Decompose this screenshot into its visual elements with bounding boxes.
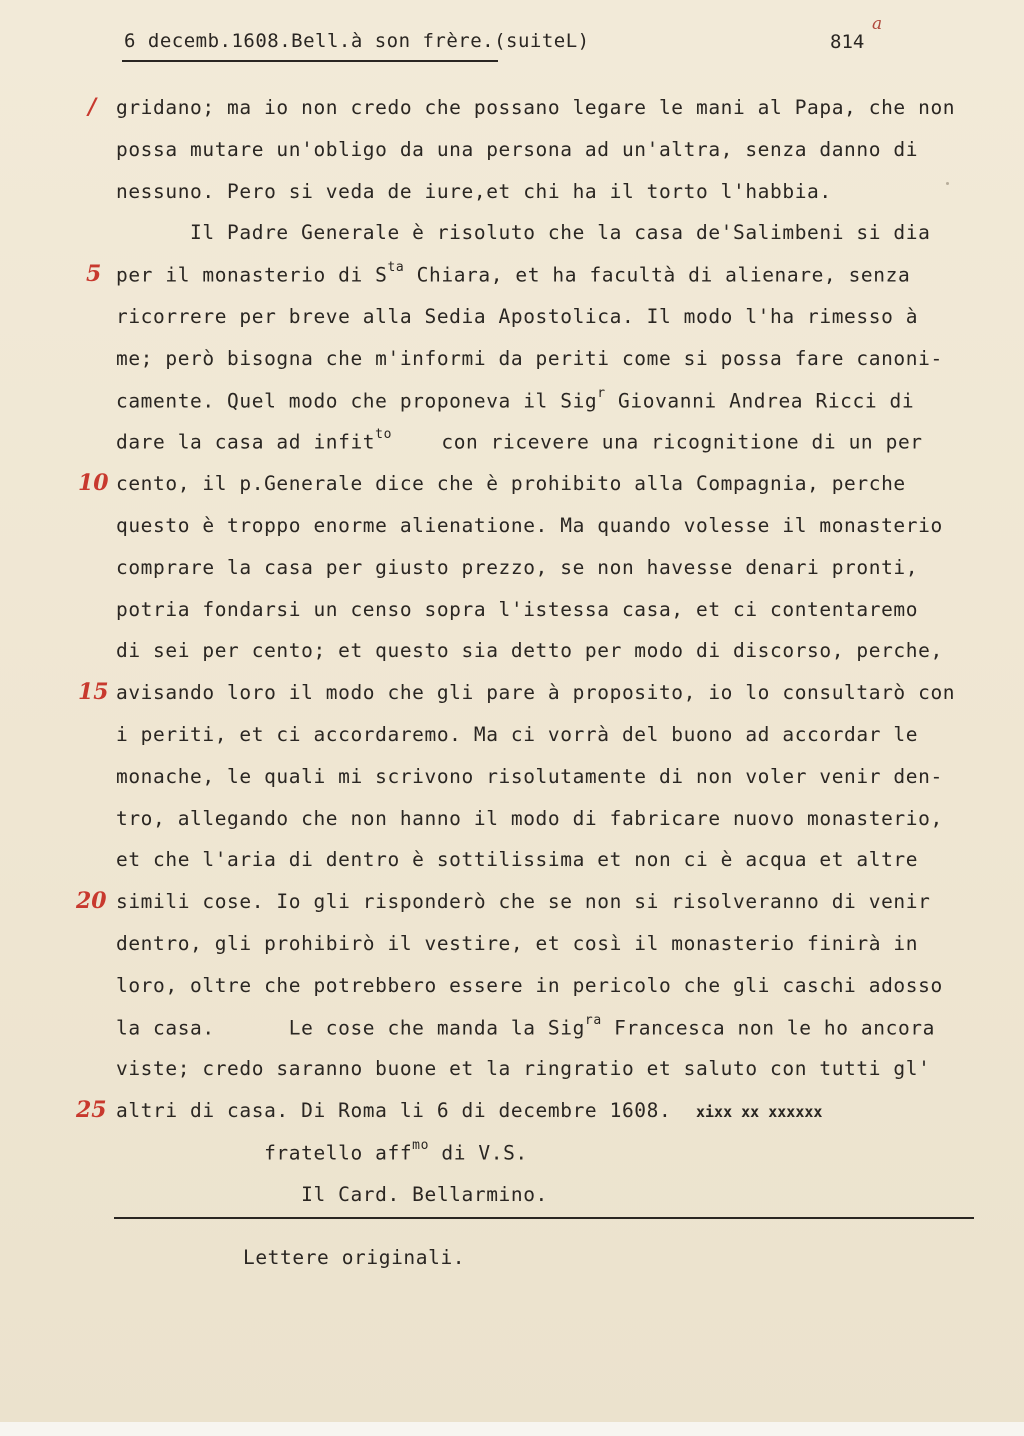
scan-edge bbox=[0, 1422, 1024, 1436]
text-segment: per il monasterio di S bbox=[116, 263, 388, 287]
text-line bbox=[116, 260, 911, 287]
text-segment: ricorrere per breve alla Sedia Apostolica. Il modo l'ha rimesso à bbox=[116, 305, 919, 328]
text-segment: questo è troppo enorme alienatione. Ma quando volesse il monasterio bbox=[116, 514, 943, 537]
text-line bbox=[116, 723, 918, 746]
text-segment: altri di casa. Di Roma li 6 di decembre 1608. bbox=[116, 1099, 696, 1123]
page-number-mark: a bbox=[872, 14, 883, 34]
text-segment: nessuno. Pero si veda de iure,et chi ha il torto l'habbia. bbox=[116, 179, 832, 203]
page-number: 814 bbox=[830, 31, 865, 53]
text-segment: di V.S. bbox=[429, 1141, 528, 1165]
margin-line-number: / bbox=[88, 94, 97, 120]
text-line bbox=[116, 598, 918, 621]
text-line bbox=[116, 974, 943, 997]
text-segment: Il Card. Bellarmino. bbox=[116, 1182, 548, 1206]
margin-line-number: 25 bbox=[76, 1097, 107, 1124]
text-line bbox=[116, 180, 832, 203]
text-segment: Giovanni Andrea Ricci di bbox=[605, 389, 915, 413]
text-line bbox=[116, 681, 955, 704]
paper-speck bbox=[946, 182, 949, 185]
text-segment: con ricevere una ricognitione di un per bbox=[392, 430, 923, 454]
text-segment: avisando loro il modo che gli pare à proposito, io lo consultarò con bbox=[116, 681, 956, 705]
text-line bbox=[116, 807, 943, 830]
text-line bbox=[116, 765, 943, 788]
text-line bbox=[116, 385, 915, 413]
closing-rule bbox=[114, 1217, 974, 1219]
text-segment: gridano; ma io non credo che possano legare le mani al Papa, che non bbox=[116, 96, 956, 119]
text-line bbox=[116, 1057, 930, 1080]
text-line bbox=[116, 1183, 548, 1206]
text-line bbox=[116, 427, 923, 454]
text-segment: la casa. Le cose che manda la Sig bbox=[116, 1016, 585, 1040]
text-line bbox=[116, 1012, 935, 1040]
text-line bbox=[116, 305, 918, 328]
text-line bbox=[116, 890, 930, 913]
text-line bbox=[116, 514, 943, 537]
text-segment: viste; credo saranno buone et la ringratio et saluto con tutti gl' bbox=[116, 1057, 931, 1081]
text-line bbox=[116, 848, 918, 871]
text-line bbox=[116, 932, 918, 955]
text-segment: di sei per cento; et questo sia detto per modo di discorso, perche, bbox=[116, 639, 943, 663]
struck-text: xixx xx xxxxxx bbox=[695, 1103, 823, 1122]
text-line bbox=[116, 1138, 528, 1165]
superscript: ra bbox=[584, 1012, 602, 1028]
text-segment: i periti, et ci accordaremo. Ma ci vorrà del buono ad accordar le bbox=[116, 723, 919, 746]
text-segment: me; però bisogna che m'informi da periti come si possa fare canoni- bbox=[116, 346, 943, 370]
text-line bbox=[116, 138, 918, 161]
text-segment: camente. Quel modo che proponeva il Sig bbox=[116, 389, 598, 413]
header-underline bbox=[122, 60, 498, 62]
text-segment: cento, il p.Generale dice che è prohibito alla Compagnia, perche bbox=[116, 472, 906, 496]
superscript: mo bbox=[412, 1138, 430, 1153]
text-segment: Chiara, et ha facultà di alienare, senza bbox=[404, 263, 911, 287]
footer-note: Lettere originali. bbox=[243, 1246, 466, 1269]
margin-line-number: 10 bbox=[78, 470, 109, 497]
text-line bbox=[116, 1099, 822, 1122]
text-segment: possa mutare un'obligo da una persona ad un'altra, senza danno di bbox=[116, 137, 919, 161]
text-segment: simili cose. Io gli risponderò che se non si risolveranno di venir bbox=[116, 890, 931, 914]
margin-line-number: 20 bbox=[76, 888, 107, 915]
text-line bbox=[116, 96, 955, 119]
margin-line-number: 15 bbox=[78, 679, 109, 706]
superscript: to bbox=[375, 427, 392, 443]
text-line bbox=[116, 556, 918, 579]
superscript: ta bbox=[387, 260, 405, 276]
text-line bbox=[116, 221, 930, 244]
text-segment: monache, le quali mi scrivono risolutamente di non voler venir den- bbox=[116, 764, 943, 788]
text-segment: potria fondarsi un censo sopra l'istessa casa, et ci contentaremo bbox=[116, 597, 919, 621]
text-segment: dare la casa ad infit bbox=[116, 430, 376, 454]
text-segment: loro, oltre che potrebbero essere in pericolo che gli caschi adosso bbox=[116, 973, 943, 997]
text-segment: tro, allegando che non hanno il modo di fabricare nuovo monasterio, bbox=[116, 806, 943, 830]
margin-line-number: 5 bbox=[86, 261, 102, 288]
superscript: r bbox=[597, 385, 606, 401]
text-segment: dentro, gli prohibirò il vestire, et così il monasterio finirà in bbox=[116, 932, 919, 955]
text-segment: comprare la casa per giusto prezzo, se non havesse denari pronti, bbox=[116, 555, 919, 579]
text-segment: fratello aff bbox=[116, 1141, 413, 1165]
text-segment: Il Padre Generale è risoluto che la casa de'Salimbeni si dia bbox=[116, 221, 931, 245]
text-line bbox=[116, 347, 943, 370]
text-line bbox=[116, 639, 943, 662]
text-line bbox=[116, 472, 906, 495]
text-segment: et che l'aria di dentro è sottilissima et non ci è acqua et altre bbox=[116, 848, 919, 872]
text-segment: Francesca non le ho ancora bbox=[601, 1016, 935, 1040]
header-title: 6 decemb.1608.Bell.à son frère.(suiteL) bbox=[124, 30, 590, 52]
